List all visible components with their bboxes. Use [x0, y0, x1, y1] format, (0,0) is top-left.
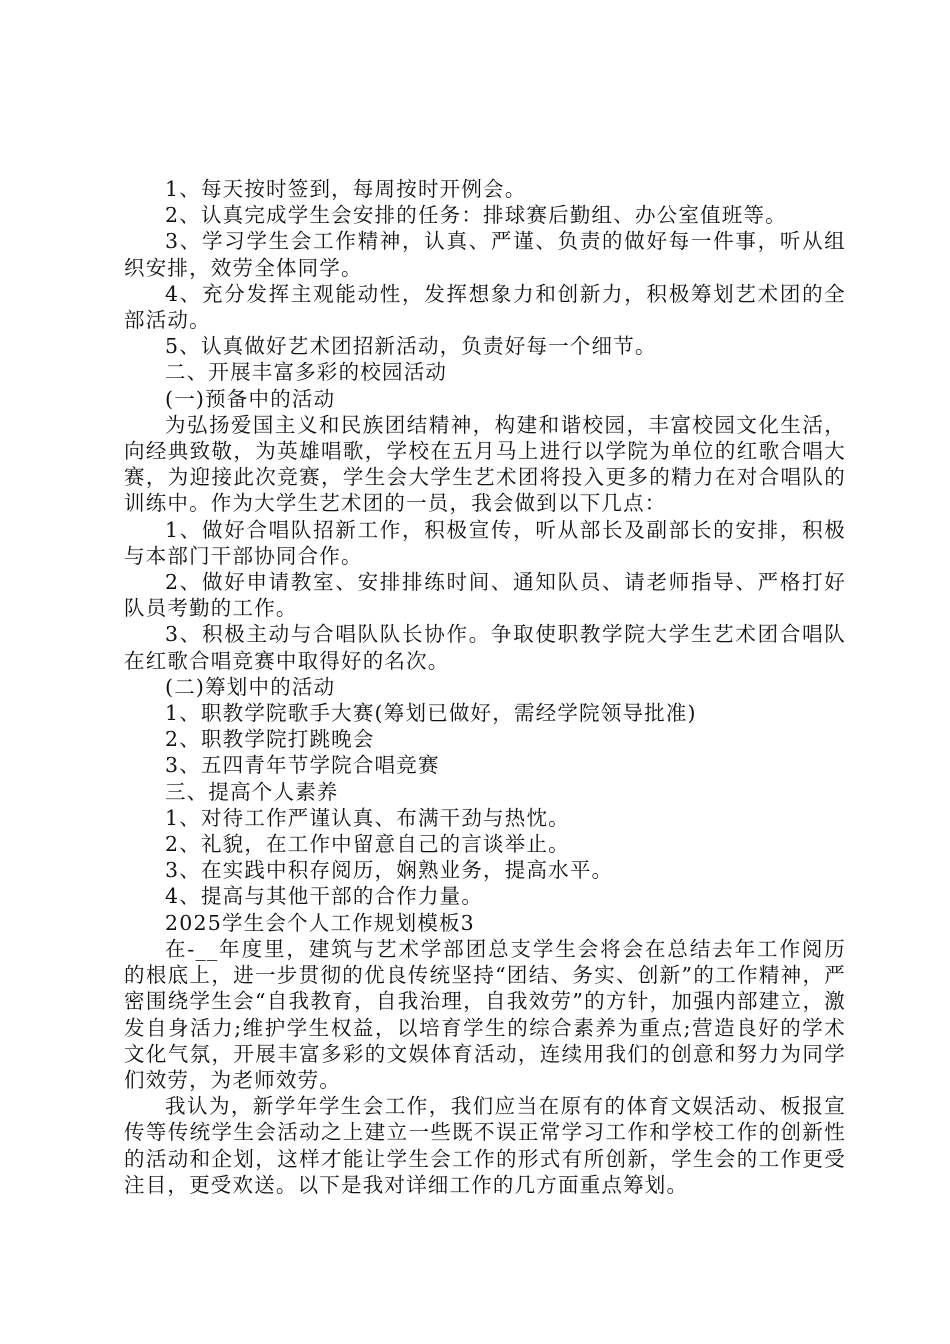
paragraph-item-5: 5、认真做好艺术团招新活动，负责好每一个细节。 — [165, 334, 657, 359]
paragraph-item-8: 3、积极主动与合唱队队长协作。争取使职教学院大学生艺术团合唱队在红歌合唱竞赛中取得好的名次。 — [124, 622, 846, 673]
paragraph-item-15: 4、提高与其他干部的合作力量。 — [165, 884, 484, 909]
section-heading-2: 二、开展丰富多彩的校园活动 — [165, 360, 448, 385]
paragraph-intro: 为弘扬爱国主义和民族团结精神，构建和谐校园，丰富校园文化生活，向经典致敬，为英雄唱歌，学校在五月马上进行以学院为单位的红歌合唱大赛，为迎接此次竞赛，学生会大学生艺术团将投入更多的精力在对合唱队的训练中。作为大学生艺术团的一员，我会做到以下几点： — [124, 412, 846, 516]
paragraph-item-3: 3、学习学生会工作精神，认真、严谨、负责的做好每一件事，听从组织安排，效劳全体同学。 — [124, 229, 846, 280]
paragraph-item-13: 2、礼貌，在工作中留意自己的言谈举止。 — [165, 832, 570, 857]
template-title: 2025学生会个人工作规划模板3 — [165, 910, 475, 935]
paragraph-item-7: 2、做好申请教室、安排排练时间、通知队员、请老师指导、严格打好队员考勤的工作。 — [124, 570, 846, 621]
paragraph-item-1: 1、每天按时签到，每周按时开例会。 — [165, 177, 527, 201]
paragraph-item-14: 3、在实践中积存阅历，娴熟业务，提高水平。 — [165, 858, 614, 883]
paragraph-item-4: 4、充分发挥主观能动性，发挥想象力和创新力，积极筹划艺术团的全部活动。 — [124, 281, 846, 333]
paragraph-item-2: 2、认真完成学生会安排的任务：排球赛后勤组、办公室值班等。 — [165, 203, 787, 228]
subsection-heading-1: (一)预备中的活动 — [165, 386, 336, 411]
paragraph-body-1: 在-__年度里，建筑与艺术学部团总支学生会将会在总结去年工作阅历的根底上，进一步贯彻的优良传统坚持“团结、务实、创新”的工作精神，严密围绕学生会“自我教育，自我治理，自我效劳”的方针，加强内部建立，激发自身活力;维护学生权益，以培育学生的综合素养为重点;营造良好的学术文化气氛，开展丰富多彩的文娱体育活动，连续用我们的创意和努力为同学们效劳，为老师效劳。 — [124, 936, 846, 1092]
subsection-heading-2: (二)筹划中的活动 — [165, 674, 336, 699]
paragraph-body-2: 我认为，新学年学生会工作，我们应当在原有的体育文娱活动、板报宣传等传统学生会活动之上建立一些既不误正常学习工作和学校工作的创新性的活动和企划，这样才能让学生会工作的形式有所创新，学生会的工作更受注目，更受欢送。以下是我对详细工作的几方面重点筹划。 — [124, 1094, 846, 1197]
paragraph-item-12: 1、对待工作严谨认真、布满干劲与热忱。 — [165, 805, 570, 830]
document-body — [124, 176, 846, 1198]
section-heading-3: 三、提高个人素养 — [165, 779, 339, 804]
paragraph-item-11: 3、五四青年节学院合唱竞赛 — [165, 753, 440, 778]
paragraph-item-6: 1、做好合唱队招新工作，积极宣传，听从部长及副部长的安排，积极与本部门干部协同合作。 — [124, 517, 846, 568]
paragraph-item-9: 1、职教学院歌手大赛(筹划已做好，需经学院领导批准) — [165, 701, 697, 726]
paragraph-item-10: 2、职教学院打跳晚会 — [165, 727, 375, 752]
